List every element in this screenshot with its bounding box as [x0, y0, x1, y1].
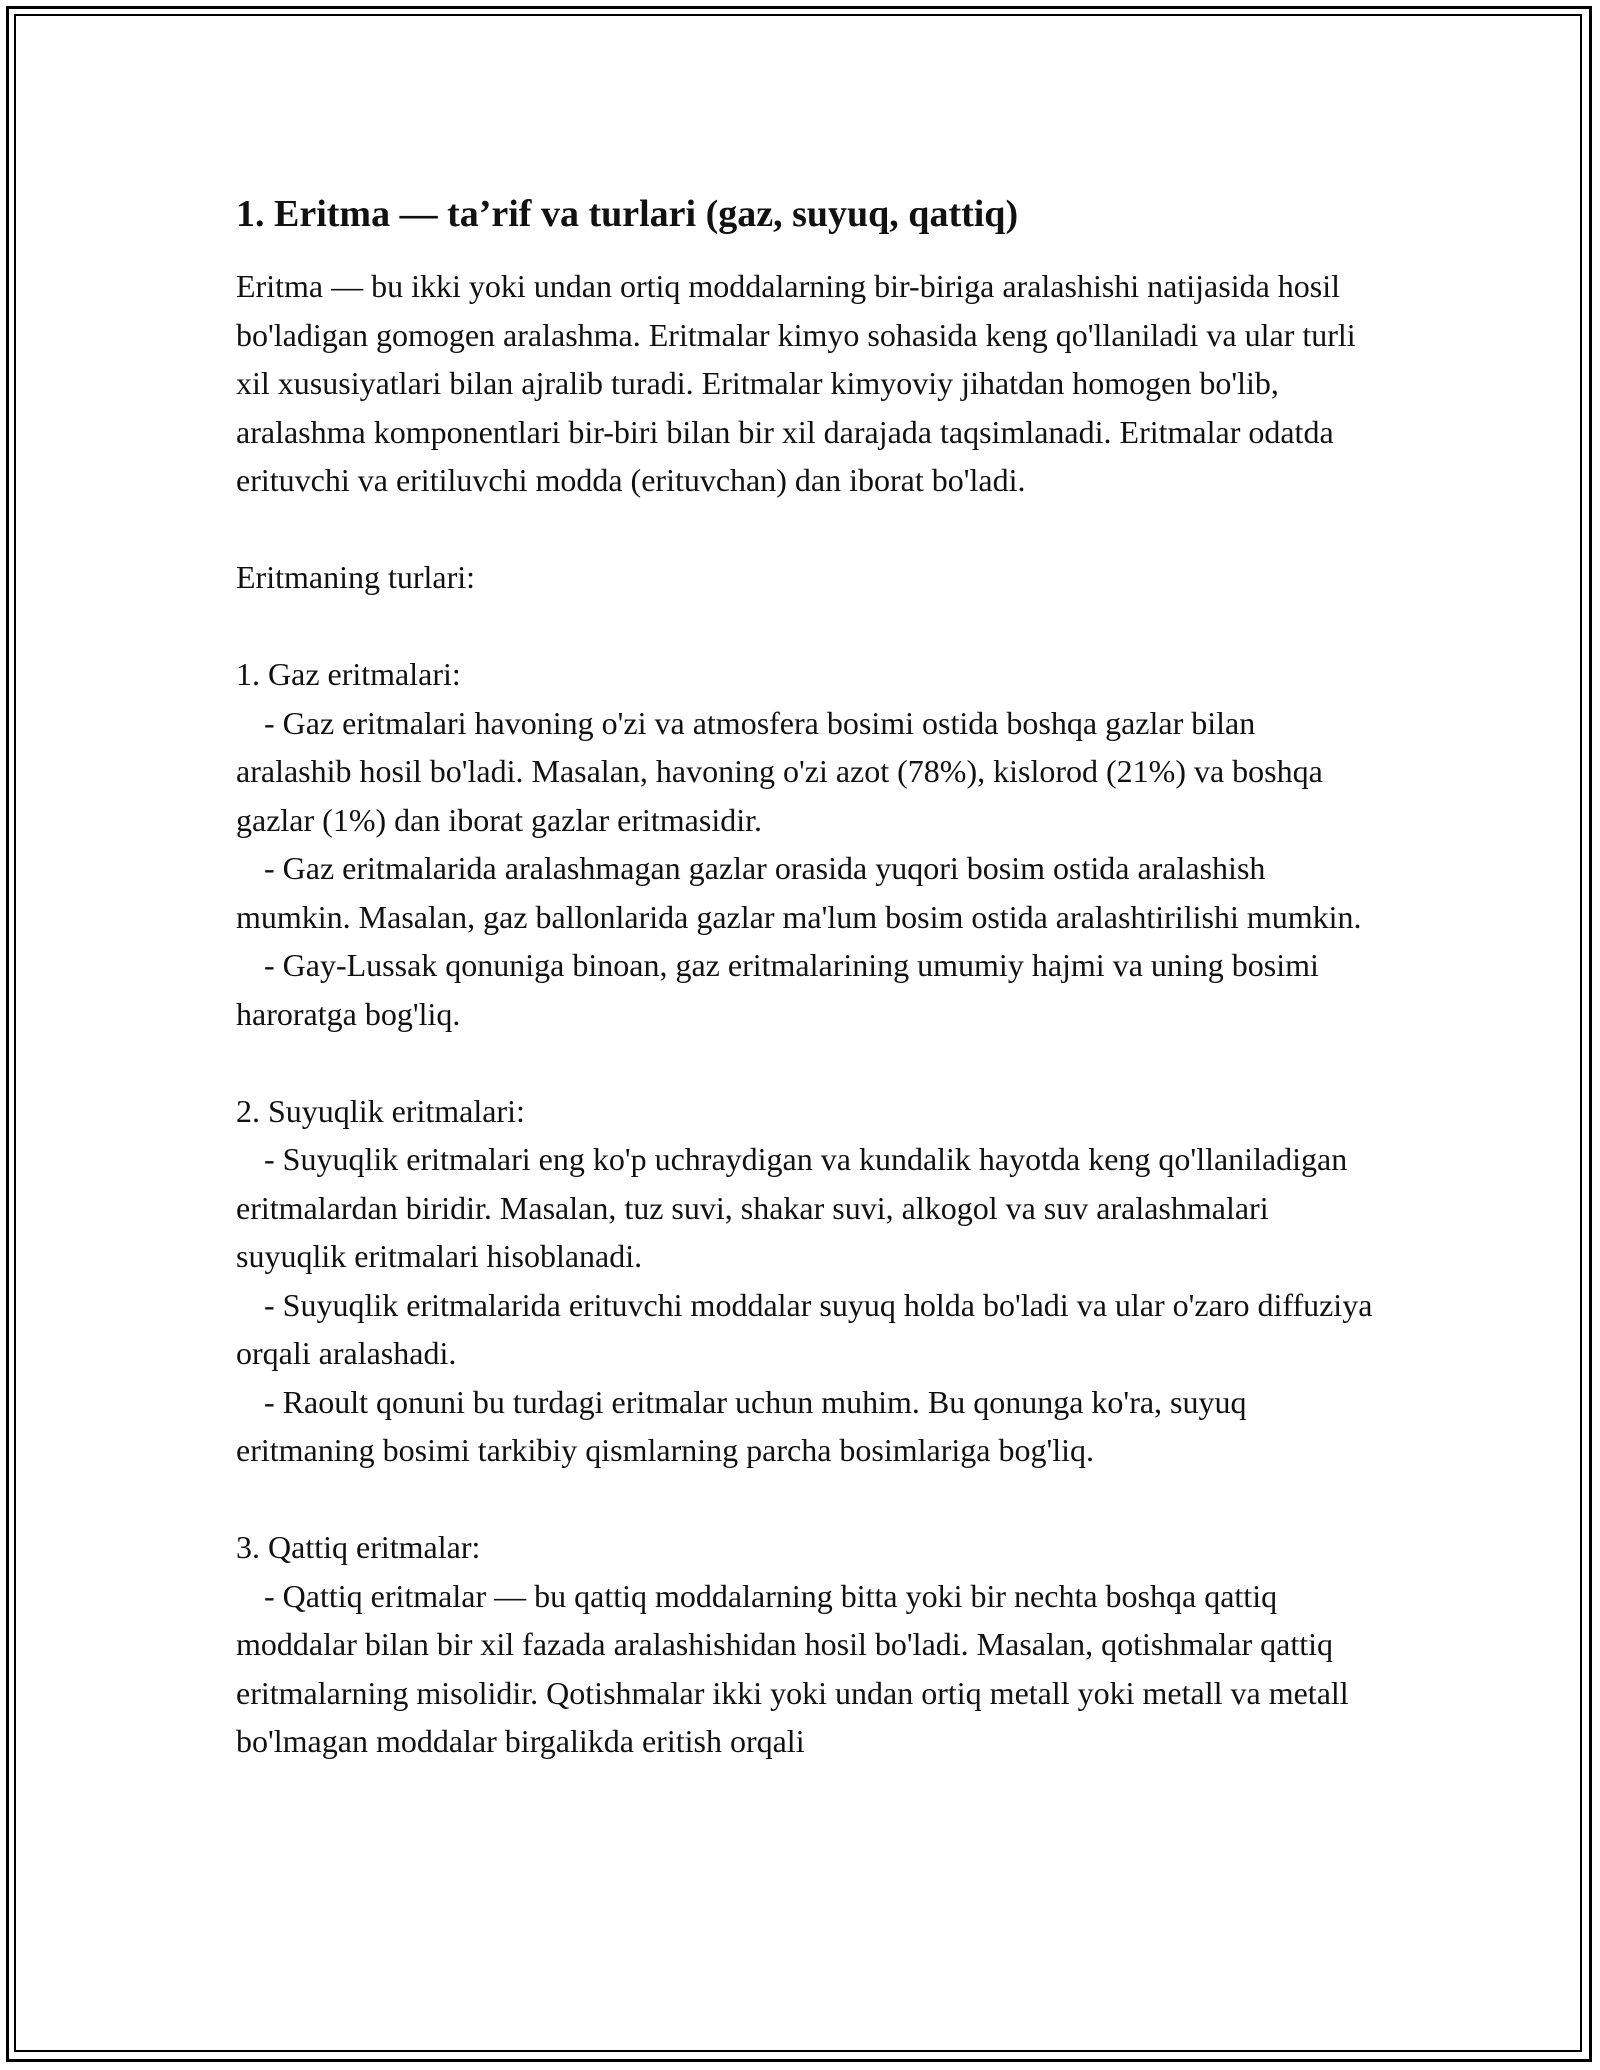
list-item-text: - Suyuqlik eritmalari eng ko'p uchraydigan va kundalik hayotda keng qo'llaniladigan eritmalardan biridir. Masalan, tuz suvi, shakar suvi, alkogol va suv aralashmalari suyuqlik eritmalari hisoblanadi.: [236, 1141, 1348, 1274]
section-title-gaz: 1. Gaz eritmalari:: [236, 656, 461, 692]
list-item: [236, 1135, 1376, 1281]
spacer: [236, 1038, 1376, 1087]
section-title-suyuqlik: 2. Suyuqlik eritmalari:: [236, 1092, 525, 1129]
list-item: [236, 941, 1376, 1038]
list-item: [236, 844, 1376, 941]
types-label: Eritmaning turlari:: [236, 559, 476, 595]
list-item-text: - Gaz eritmalari havoning o'zi va atmosfera bosimi ostida boshqa gazlar bilan aralashib hosil bo'ladi. Masalan, havoning o'zi azot (78%), kislorod (21%) va boshqa gazlar (1%) dan iborat gazlar eritmasidir.: [236, 704, 1323, 838]
list-item-text: - Suyuqlik eritmalarida erituvchi moddalar suyuq holda bo'ladi va ular o'zaro diffuziya orqali aralashadi.: [236, 1286, 1373, 1371]
list-item-text: - Gaz eritmalarida aralashmagan gazlar orasida yuqori bosim ostida aralashish mumkin. Masalan, gaz ballonlarida gazlar ma'lum bosim ostida aralashtirilishi mumkin.: [236, 850, 1362, 935]
list-item: [236, 699, 1376, 845]
list-item: [236, 1378, 1376, 1475]
section-heading: 1. Eritma — ta’rif va turlari (gaz, suyuq, qattiq): [236, 193, 1019, 235]
section-title-qattiq: 3. Qattiq eritmalar:: [236, 1529, 481, 1565]
list-item-text: - Qattiq eritmalar — bu qattiq moddalarning bitta yoki bir nechta boshqa qattiq moddalar bilan bir xil fazada aralashishidan hosil bo'ladi. Masalan, qotishmalar qattiq eritmalarning misolidir. Qotishmalar ikki yoki undan ortiq metall yoki metall va metall bo'lmagan moddalar birgalikda eritish orqali: [236, 1577, 1349, 1759]
intro-paragraph: Eritma — bu ikki yoki undan ortiq moddalarning bir-biriga aralashishi natijasida hosil bo'ladigan gomogen aralashma. Eritmalar kimyo sohasida keng qo'llaniladi va ular turli xil xususiyatlari bilan ajralib turadi. Eritmalar kimyoviy jihatdan homogen bo'lib, aralashma komponentlari bir-biri bilan bir xil darajada taqsimlanadi. Eritmalar odatda erituvchi va eritiluvchi modda (erituvchan) dan iborat bo'ladi.: [236, 268, 1356, 498]
spacer: [236, 505, 1376, 554]
list-item-text: - Raoult qonuni bu turdagi eritmalar uchun muhim. Bu qonunga ko'ra, suyuq eritmaning bosimi tarkibiy qismlarning parcha bosimlariga bog'liq.: [236, 1383, 1247, 1468]
spacer: [236, 1475, 1376, 1524]
list-item: [236, 1572, 1376, 1766]
spacer: [236, 602, 1376, 651]
document-body: [236, 188, 1376, 1766]
list-item-text: - Gay-Lussak qonuniga binoan, gaz eritmalarining umumiy hajmi va uning bosimi haroratga bog'liq.: [236, 947, 1319, 1032]
list-item: [236, 1281, 1376, 1378]
